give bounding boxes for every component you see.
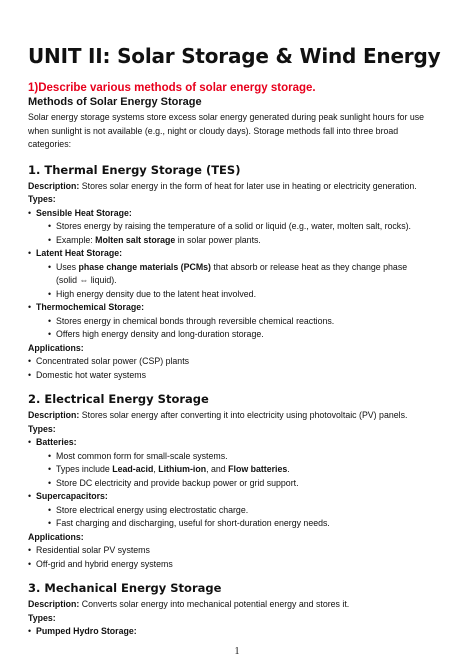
- type-item: [36, 207, 448, 248]
- section-thermal: [28, 163, 448, 383]
- application-item: • Off-grid and hybrid energy systems: [36, 558, 448, 572]
- type-item: [36, 247, 448, 301]
- types-label: Types:: [28, 423, 56, 434]
- description-text: Stores solar energy after converting it into electricity using photovoltaic (PV) panels.: [79, 410, 408, 420]
- applications-label: Applications:: [28, 531, 84, 542]
- application-item: • Residential solar PV systems: [36, 544, 448, 558]
- type-label: Batteries:: [36, 437, 77, 447]
- description-label: Description:: [28, 180, 80, 191]
- bullet: • Fast charging and discharging, useful for short-duration energy needs.: [56, 517, 448, 531]
- section-title: 1. Thermal Energy Storage (TES): [28, 162, 241, 177]
- intro-paragraph: [28, 111, 448, 152]
- description-line: [28, 409, 448, 423]
- description-text: Converts solar energy into mechanical potential energy and stores it.: [79, 599, 350, 609]
- type-item: [36, 625, 448, 639]
- bullet: • Offers high energy density and long-duration storage.: [56, 328, 448, 342]
- intro-line: categories:: [28, 139, 72, 149]
- type-item: [36, 436, 448, 490]
- applications-list: [36, 355, 448, 382]
- question-heading: 1)Describe various methods of solar energy storage.: [28, 82, 316, 94]
- bullet: • High energy density due to the latent heat involved.: [56, 288, 448, 302]
- bullet: • Store electrical energy using electrostatic charge.: [56, 504, 448, 518]
- type-bullets: [56, 315, 448, 342]
- page-number: 1: [234, 646, 240, 657]
- type-item: [36, 301, 448, 342]
- type-bullets: [56, 220, 448, 247]
- intro-line: Solar energy storage systems store excess solar energy generated during peak sunlight hours for use: [28, 112, 425, 122]
- section-electrical: [28, 392, 448, 571]
- bullet: • Uses phase change materials (PCMs) that absorb or release heat as they change phase (solid ⇔ liquid).: [56, 261, 448, 288]
- section-title: 3. Mechanical Energy Storage: [28, 581, 222, 595]
- description-text: Stores solar energy in the form of heat for later use in heating or electricity generation.: [79, 180, 417, 191]
- intro-line: when sunlight is not available (e.g., night or cloudy days). Storage methods fall into three broad: [28, 125, 399, 136]
- type-bullets: [56, 261, 448, 302]
- type-label: Thermochemical Storage:: [36, 302, 145, 312]
- applications-label: Applications:: [28, 342, 84, 353]
- type-bullets: [56, 450, 448, 491]
- bullet: • Stores energy by raising the temperature of a solid or liquid (e.g., water, molten salt, rocks).: [56, 220, 448, 234]
- types-label: Types:: [28, 194, 56, 204]
- type-label: Sensible Heat Storage:: [36, 207, 132, 218]
- types-list: [36, 625, 448, 639]
- description-line: [28, 598, 448, 612]
- types-list: [36, 436, 448, 531]
- description-label: Description:: [28, 599, 80, 609]
- bullet: • Example: Molten salt storage in solar power plants.: [56, 234, 448, 248]
- bullet: • Most common form for small-scale systems.: [56, 450, 448, 464]
- application-item: • Domestic hot water systems: [36, 369, 448, 383]
- bullet: • Types include Lead-acid, Lithium-ion, and Flow batteries.: [56, 463, 448, 477]
- methods-heading: Methods of Solar Energy Storage: [28, 96, 202, 108]
- type-bullets: [56, 504, 448, 531]
- unit-title: UNIT II: Solar Storage & Wind Energy: [28, 44, 441, 68]
- description-line: [28, 180, 448, 194]
- type-item: [36, 490, 448, 531]
- types-list: [36, 207, 448, 342]
- types-label: Types:: [28, 612, 56, 623]
- section-mechanical: [28, 581, 448, 639]
- type-label: Latent Heat Storage:: [36, 248, 123, 258]
- description-label: Description:: [28, 410, 80, 420]
- bullet: • Store DC electricity and provide backup power or grid support.: [56, 477, 448, 491]
- bullet: • Stores energy in chemical bonds through reversible chemical reactions.: [56, 315, 448, 329]
- application-item: • Concentrated solar power (CSP) plants: [36, 355, 448, 369]
- type-label: Pumped Hydro Storage:: [36, 626, 137, 636]
- type-label: Supercapacitors:: [36, 491, 108, 501]
- applications-list: [36, 544, 448, 571]
- section-title: 2. Electrical Energy Storage: [28, 392, 209, 406]
- page-content: [28, 82, 448, 649]
